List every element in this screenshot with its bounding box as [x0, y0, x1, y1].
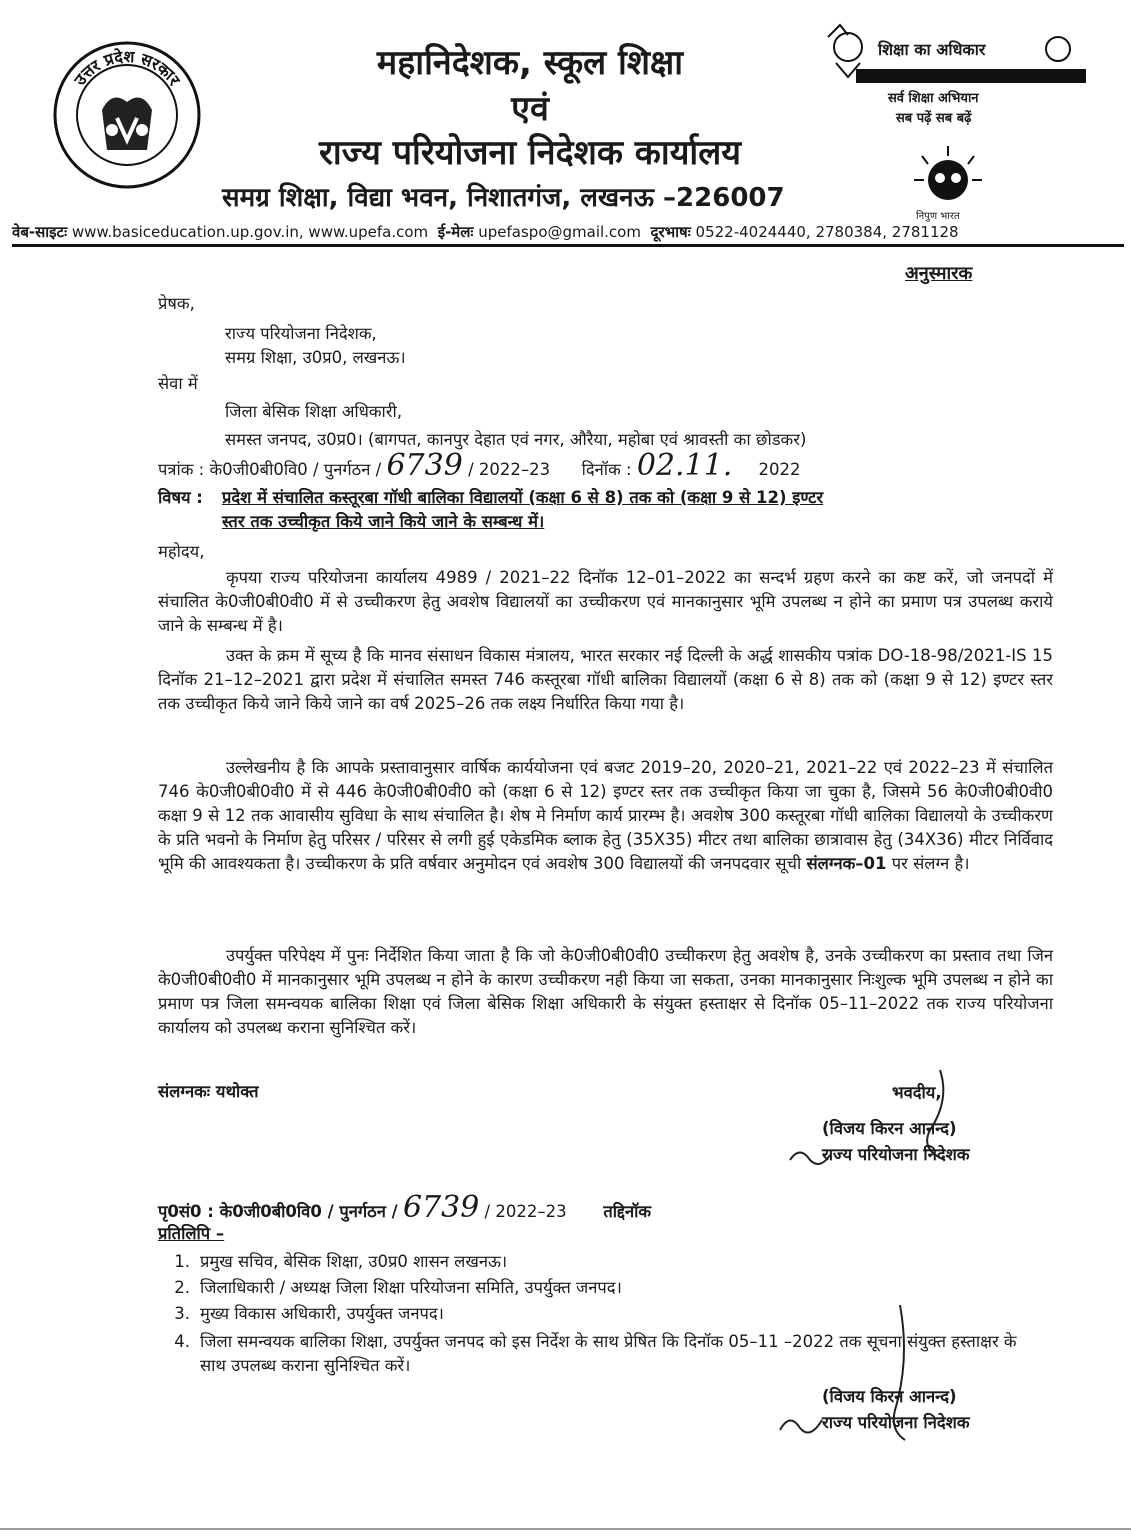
- email-value: upefaspo@gmail.com: [478, 223, 641, 241]
- from-label: प्रेषक,: [158, 294, 195, 313]
- paragraph-4: उपर्युक्त परिपेक्ष्य में पुनः निर्देशित किया जाता है कि जो के0जी0बी0वी0 उच्चीकरण हेतु अवशेष है, उनके उच्चीकरण का प्रस्ताव तथा जिन के0जी0बी0वी0 में मानकानुसार भूमि उपलब्ध न होने के कारण उच्चीकरण नही किया जा सकता, उनका मानकानुसार निःशुल्क भूमि उपलब्ध न होने का प्रमाण पत्र जिला समन्वयक बालिका शिक्षा एवं जिला बेसिक शिक्षा अधिकारी के संयुक्त हस्ताक्षर से दिनॉक 05–11–2022 तक राज्य परियोजना कार्यालय को उपलब्ध कराना सुनिश्चित करें।: [158, 946, 1053, 1037]
- paragraph-2: उक्त के क्रम में सूच्य है कि मानव संसाधन विकास मंत्रालय, भारत सरकार नई दिल्ली के अर्द्ध शासकीय पत्रांक DO-18-98/2021-IS 15 दिनॉक 21–12–2021 द्वारा प्रदेश में संचालित समस्त 746 कस्तूरबा गॉधी बालिका विद्यालयों (कक्षा 6 से 8) तक को (कक्षा 9 से 12) इण्टर स्तर तक उच्चीकृत किये जाने किये जाने का वर्ष 2025–26 तक लक्ष्य निर्धारित किया गया है।: [158, 646, 1053, 713]
- office-title-line3: राज्य परियोजना निदेशक कार्यालय: [318, 133, 742, 173]
- logo-ssa-line2: सब पढ़ें सब बढ़ें: [896, 111, 972, 126]
- signer-title-2: राज्य परियोजना निदेशक: [822, 1413, 970, 1432]
- office-title-line2: एवं: [511, 89, 549, 129]
- copy-ref-prefix: पृ0सं0 : के0जी0बी0वि0 / पुनर्गठन /: [158, 1202, 398, 1221]
- copy-ref-handwritten: 6739: [402, 1190, 480, 1225]
- office-address: समग्र शिक्षा, विद्या भवन, निशातगंज, लखनऊ –226007: [222, 183, 785, 213]
- copy-item: 2. जिलाधिकारी / अध्यक्ष जिला शिक्षा परियोजना समिति, उपर्युक्त जनपद।: [174, 1278, 622, 1297]
- copy-item: 4. जिला समन्वयक बालिका शिक्षा, उपर्युक्त जनपद को इस निर्देश के साथ प्रेषित कि दिनॉक 05–11 –2022 तक सूचना संयुक्त हस्ताक्षर के साथ उपलब्ध कराना सुनिश्चित करें।: [174, 1332, 1017, 1375]
- reference-line: [158, 448, 801, 483]
- salutation: महोदय,: [158, 542, 205, 561]
- subject-line2: स्तर तक उच्चीकृत किये जाने किये जाने के सम्बन्ध में।: [222, 512, 545, 531]
- date-label: दिनॉक :: [581, 460, 632, 479]
- subject-line1: प्रदेश में संचालित कस्तूरबा गॉधी बालिका विद्यालयों (कक्षा 6 से 8) तक को (कक्षा 9 से 12) इण्टर: [222, 488, 824, 507]
- enclosure-ref: संलग्नक–01: [806, 854, 887, 873]
- enclosure: संलग्नकः यथोक्त: [158, 1082, 259, 1101]
- page-bottom-edge: [0, 1528, 1131, 1530]
- paragraph-3-end: पर संलग्न है।: [891, 854, 970, 873]
- header-divider: [12, 244, 1124, 247]
- reminder-tag: अनुस्मारक: [905, 263, 973, 284]
- emblem-icon: [52, 40, 202, 190]
- signer-title-1: राज्य परियोजना निदेशक: [822, 1145, 970, 1164]
- yours-faithfully: भवदीय,: [892, 1083, 942, 1102]
- contact-line: [12, 222, 1122, 242]
- paragraph-3-text: उल्लेखनीय है कि आपके प्रस्तावानुसार वार्षिक कार्ययोजना एवं बजट 2019–20, 2020–21, 2021–22 एवं 2022–23 में संचालित 746 के0जी0बी0वी0 में से 446 के0जी0बी0वी0 को (कक्षा 6 से 12) इण्टर स्तर तक उच्चीकृत किया जा चुका है, जिसमे 56 के0जी0बी0वी0 कक्षा 9 से 12 तक आवासीय सुविधा के साथ संचालित है। शेष मे निर्माण कार्य प्रारम्भ है। अवशेष 300 कस्तूरबा गॉधी बालिका विद्यालयो के उच्चीकरण के प्रति भवनो के निर्माण हेतु परिसर / परिसर से लगी हुई एकेडमिक ब्लाक हेतु (35X35) मीटर तथा बालिका छात्रावास हेतु (34X36) मीटर निर्विवाद भूमि की आवश्यकता है। उच्चीकरण के प्रति वर्षवार अनुमोदन एवं अवशेष 300 विद्यालयों की जनपदवार सूची: [158, 758, 1053, 873]
- copy-label: प्रतिलिपि –: [158, 1224, 225, 1243]
- office-title-line1: महानिदेशक, स्कूल शिक्षा: [376, 43, 684, 83]
- ref-prefix: पत्रांक : के0जी0बी0वि0 / पुनर्गठन /: [158, 460, 382, 479]
- copy-reference: [158, 1190, 652, 1225]
- date-handwritten: 02.11.: [636, 448, 733, 483]
- date-year: 2022: [758, 460, 801, 479]
- copy-ref-suffix: / 2022–23: [484, 1202, 567, 1221]
- copy-ref-date: तद्दिनॉक: [603, 1202, 652, 1221]
- to-line1: जिला बेसिक शिक्षा अधिकारी,: [225, 402, 403, 421]
- to-line2: समस्त जनपद, उ0प्र0। (बागपत, कानपुर देहात एवं नगर, औरैया, महोबा एवं श्रावस्ती का छोडकर): [225, 430, 807, 449]
- program-logos: [808, 12, 1088, 227]
- from-line1: राज्य परियोजना निदेशक,: [225, 324, 377, 343]
- signer-name-1: (विजय किरन आनन्द): [822, 1119, 957, 1138]
- logo-nipun-text: निपुण भारत: [916, 211, 960, 222]
- logo-ssa-line1: सर्व शिक्षा अभियान: [888, 91, 979, 106]
- to-label: सेवा में: [158, 374, 198, 393]
- web-label: वेब-साइटः: [12, 223, 68, 241]
- email-label: ई-मेलः: [437, 223, 474, 241]
- phone-value: 0522-4024440, 2780384, 2781128: [695, 223, 959, 241]
- paragraph-3: [158, 756, 1053, 876]
- from-line2: समग्र शिक्षा, उ0प्र0, लखनऊ।: [225, 348, 406, 367]
- paragraph-1: कृपया राज्य परियोजना कार्यालय 4989 / 2021–22 दिनॉक 12–01–2022 का सन्दर्भ ग्रहण करने का कष्ट करें, जो जनपदों में संचालित के0जी0बी0वी0 में से उच्चीकरण हेतु अवशेष विद्यालयों का उच्चीकरण एवं मानकानुसार भूमि उपलब्ध न होने का प्रमाण पत्र उपलब्ध कराये जाने के सम्बन्ध में है।: [158, 568, 1053, 635]
- subject-label: विषय :: [158, 488, 203, 507]
- logo-shiksha-text: शिक्षा का अधिकार: [878, 40, 986, 59]
- copy-item: 3. मुख्य विकास अधिकारी, उपर्युक्त जनपद।: [174, 1304, 444, 1323]
- web-value: www.basiceducation.up.gov.in, www.upefa.com: [71, 223, 429, 241]
- signer-name-2: (विजय किरन आनन्द): [822, 1387, 957, 1406]
- copy-item: 1. प्रमुख सचिव, बेसिक शिक्षा, उ0प्र0 शासन लखनऊ।: [174, 1252, 508, 1271]
- ref-suffix: / 2022–23: [468, 460, 551, 479]
- phone-label: दूरभाषः: [650, 223, 691, 241]
- ref-number-handwritten: 6739: [386, 448, 463, 483]
- nipun-logo-icon: [908, 140, 988, 210]
- state-emblem: [52, 40, 202, 190]
- svg-text:उत्तर प्रदेश सरकार: उत्तर प्रदेश सरकार: [70, 46, 184, 89]
